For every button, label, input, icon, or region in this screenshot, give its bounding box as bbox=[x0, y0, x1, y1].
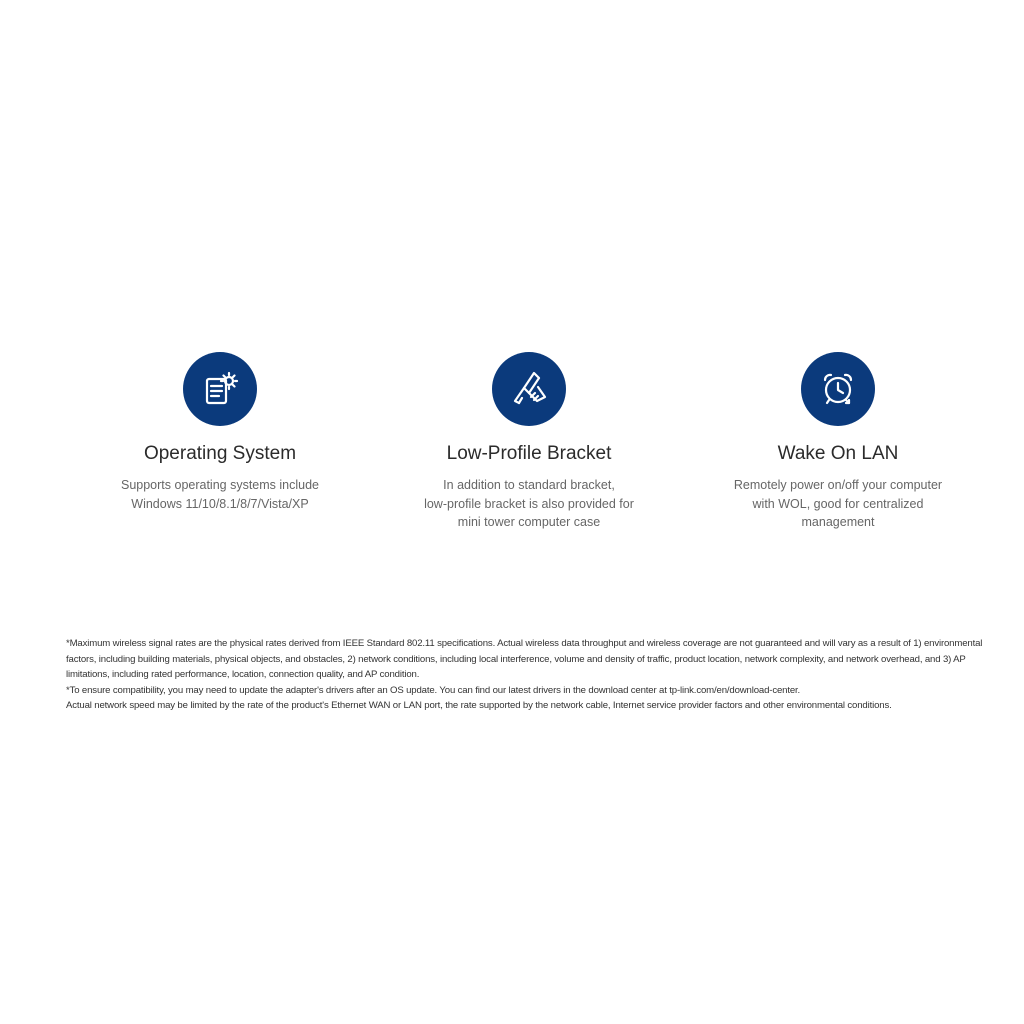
feature-wake-on-lan bbox=[718, 352, 958, 532]
feature-title: Wake On LAN bbox=[777, 443, 899, 464]
feature-description-line: management bbox=[801, 515, 875, 529]
feature-title: Low-Profile Bracket bbox=[446, 443, 612, 464]
footnote-wireless-rates: *Maximum wireless signal rates are the physical rates derived from IEEE Standard 802.11 specifications. Actual wireless data throughput and wireless coverage are not guaranteed and will vary as a result of 1) environmental factors, including building materials, physical objects, and obstacles, 2) network conditions, including local interference, volume and density of traffic, product location, network complexity, and network overhead, and 3) AP limitations, including rated performance, location, connection quality, and AP condition. bbox=[66, 638, 983, 680]
feature-description-line: mini tower computer case bbox=[457, 515, 601, 529]
feature-description bbox=[100, 476, 340, 513]
feature-description-line: with WOL, good for centralized bbox=[752, 496, 924, 511]
document-gear-icon bbox=[198, 367, 242, 411]
feature-section bbox=[0, 352, 1024, 552]
footnotes bbox=[66, 636, 1002, 714]
feature-operating-system bbox=[100, 352, 340, 513]
feature-description-line: In addition to standard bracket, bbox=[443, 478, 615, 492]
alarm-clock-icon-badge bbox=[801, 352, 875, 426]
bracket-icon-badge bbox=[492, 352, 566, 426]
feature-title: Operating System bbox=[143, 443, 297, 464]
operating-system-icon-badge bbox=[183, 352, 257, 426]
feature-description bbox=[409, 476, 649, 532]
bracket-icon bbox=[507, 367, 551, 411]
footnote-network-speed: Actual network speed may be limited by the rate of the product's Ethernet WAN or LAN port, the rate supported by the network cable, Internet service provider factors and other environmental conditions. bbox=[66, 700, 892, 711]
feature-description-line: Windows 11/10/8.1/8/7/Vista/XP bbox=[131, 496, 309, 511]
footnote-driver-compatibility: *To ensure compatibility, you may need to update the adapter's drivers after an OS update. You can find our latest drivers in the download center at tp-link.com/en/download-center. bbox=[66, 684, 801, 696]
feature-low-profile-bracket bbox=[409, 352, 649, 532]
feature-description-line: low-profile bracket is also provided for bbox=[424, 496, 634, 511]
alarm-clock-icon bbox=[816, 367, 860, 411]
feature-description-line: Supports operating systems include bbox=[120, 478, 320, 492]
feature-description-line: Remotely power on/off your computer bbox=[733, 478, 943, 492]
feature-description bbox=[718, 476, 958, 532]
